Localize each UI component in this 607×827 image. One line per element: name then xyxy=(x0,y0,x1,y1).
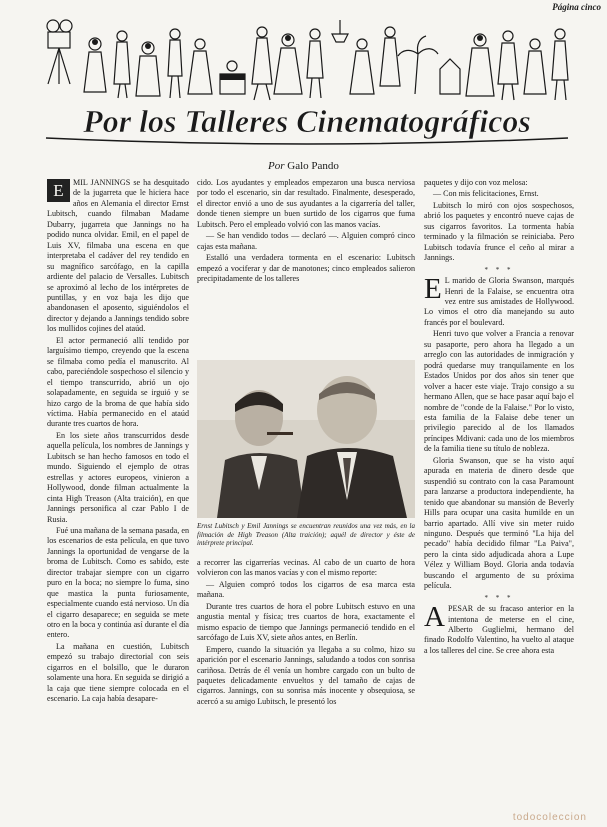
col3-paragraph-1: paquetes y dijo con voz melosa: xyxy=(424,178,528,187)
photo-lubitsch-jannings xyxy=(197,360,415,518)
col3-paragraph-2: — Con mis felicitaciones, Ernst. xyxy=(433,189,539,199)
page-title-lettering xyxy=(44,98,570,148)
cinema-banner-illustration xyxy=(40,14,580,104)
photo-illustration xyxy=(197,360,415,518)
page-number: Página cinco xyxy=(552,2,601,12)
byline-author: Galo Pando xyxy=(287,160,339,172)
dropcap-e2: E xyxy=(424,273,442,306)
byline xyxy=(0,160,607,172)
dropcap-a: A xyxy=(424,601,445,634)
photo-caption: Ernst Lubitsch y Emil Jannings se encuentran reunidos una vez más, en la filmación de High Treason (Alta traición); aquél de director y éste de intérprete principal. xyxy=(197,522,415,548)
dropcap-e: E xyxy=(47,179,70,202)
byline-por: Por xyxy=(268,160,285,172)
col1-first-line: MIL JANNINGS se ha xyxy=(73,178,151,187)
article-column-2-bottom xyxy=(197,558,415,708)
section-separator-2: * * * xyxy=(484,593,514,602)
col2-paragraph-5: — Alguien compró todos los cigarros de esa marca esta mañana. xyxy=(197,579,415,600)
col1-paragraph-1: desquitado de la jugarreta que le hiciera hace años en Alemania el director Ernst Lubitsch, cuando filmaban Madame Dubarry, jugarreta que Jannings no ha podido nunca olvidar. Emil, en el papel de Luis XV, filmaba una escena en que interpretaba el cadáver del rey tendido en su magnífico sarcófago, en la capilla ardiente del palacio de Versalles. Lubitsch se aproximó al lecho de los intérpretes de puntillas, y en voz baja les dijo que abandonasen el aposento, siguiéndolos el director y dejando a Jannings tendido sobre los mullidos cojines del ataúd. xyxy=(47,178,189,334)
col1-paragraph-2: El actor permaneció allí tendido por larguísimo tiempo, creyendo que la escena se filmaba como pedía el manuscrito. Al cabo, pareciéndole sospechoso el silencio y el tiempo transcurrido, abrió un ojo solapadamente, en seguida se irguió y se hizo cargo de la broma de que había sido víctima. Había permanecido en el ataúd durante tres cuartos de hora. xyxy=(47,335,189,429)
col1-paragraph-4: Fué una mañana de la semana pasada, en los escenarios de esta película, en que tuvo Jannings la oportunidad de vengarse de la broma de Lubitsch. Como es sabido, este director trabajar siempre con un cigarro puro en la boca; no siempre lo fuma, sino que mastica la punta furiosamente, especialmente cuando está nervioso. Un día el cigarro desaparece; en seguida se mete otro en la boca y continúa así durante el día entero. xyxy=(47,525,189,640)
article-column-1 xyxy=(47,178,189,706)
col1-paragraph-5: La mañana en cuestión, Lubitsch empezó su trabajo directorial con seis cigarros en el bolsillo, que le duraron solamente una hora. En seguida se dirigió a la caja que tiene siempre colocada en el escenario. La caja había desapare- xyxy=(47,641,189,704)
col2-paragraph-2: — Se han vendido todos — declaró —. Alguien compró cinco cajas esta mañana. xyxy=(197,231,415,251)
section-separator-1: * * * xyxy=(484,265,514,274)
col2-paragraph-6: Durante tres cuartos de hora el pobre Lubitsch estuvo en una angustia mental y física; tres cuartos de hora, exactamente el mismo espacio de tiempo que Jannings permaneció tendido en el sarcófago de Luis XV, siete años antes, en Berlín. xyxy=(197,601,415,643)
col3-paragraph-5: Henri tuvo que volver a Francia a renovar su pasaporte, pero ahora ha llegado a un arreglo con las autoridades de inmigración y podrá quedarse muy tranquilamente en los Estados Unidos por dos años sin tener que volver a hacer este viaje. Trajo consigo a su hermano Allen, que se hace pasar aquí bajo el nombre de "conde de la Falaise." Por lo visto, esta familia de la Falaise debe tener un privilegio parecido al de los llamados príncipes Mdivani: cada uno de los miembros de la familia tiene su título de nobleza. xyxy=(424,329,574,454)
col1-paragraph-3: En los siete años transcurridos desde aquella película, los nombres de Jannings y Lubitsch se han hecho famosos en todo el mundo. Siguiendo el ejemplo de otras estrellas y actores europeos, vinieron a Hollywood, donde filman actualmente la cinta High Treason (Alta traición), en que Jannings personifica al czar Pablo I de Rusia. xyxy=(47,430,189,524)
col3-paragraph-7: PESAR de su fracaso anterior en la intentona de meterse en el cine, Alberto Guglielmi, hermano del finado Rodolfo Valentino, ha vuelto al ataque a los talleres del cine. Se cree ahora esta xyxy=(424,604,574,655)
article-column-2-top xyxy=(197,178,415,286)
col2-paragraph-4: a recorrer las cigarrerías vecinas. Al cabo de un cuarto de hora volvieron con las manos vacías y con el mismo reporte: xyxy=(197,558,415,578)
col3-paragraph-6: Gloria Swanson, que se ha visto aquí apurada en materia de dinero desde que suspendió su contrato con la casa Paramount para lanzarse a productora independiente, ha tenido que abandonar su mansión de Beverly Hills para ocupar una casita humilde en un barrio apartado. Allí vive sin meter ruido ninguno. Después que terminó "La hija del pecado" había decidido filmar "La Paiva", pero la cinta sido adjudicada ahora a Lupe Vélez y William Boyd. Gloria anda todavía buscando el argumento de su próxima película. xyxy=(424,455,574,591)
col2-paragraph-7: Empero, cuando la situación ya llegaba a su colmo, hizo su aparición por el escenario Jannings, saludando a todos con sonrisa cariñosa. Detrás de él venía un hombre cargado con un bulto de paquetes delicadamente envueltos y del tamaño de cajas de cigarros. Jannings, con su sonrisa más inocente y obsequiosa, se acercó a su amigo Lubitsch, le presentó los xyxy=(197,644,415,706)
page-title: Por los Talleres Cinematográficos xyxy=(83,103,531,139)
col2-paragraph-3: Estalló una verdadera tormenta en el escenario: Lubitsch empezó a vociferar y dar de manotones; cinco empleados salieron precipitadamente de los talleres xyxy=(197,253,415,284)
col2-paragraph-1: cido. Los ayudantes y empleados empezaron una busca nerviosa por todo el escenario, sin dar resultado. Finalmente, desesperado, el director envió a uno de sus ayudantes a la cigarrería del taller, donde tienen siempre un buen surtido de los cigarros que fuma Lubitsch. Pero el empleado volvió con las manos vacías. xyxy=(197,178,415,229)
article-column-3 xyxy=(424,178,574,657)
col3-paragraph-3: Lubitsch lo miró con ojos sospechosos, abrió los paquetes y encontró nueve cajas de sus cigarros favoritos. La tormenta había terminado y la filmación se reiniciaba. Pero Lubitsch todavía frunce el ceño al mirar a Jannings. xyxy=(424,200,574,263)
col3-paragraph-4: L marido de Gloria Swanson, marqués Henri de la Falaise, se encuentra otra vez entre sus amistades de Hollywood. Lo vimos el otro día manejando su auto francés por el boulevard. xyxy=(424,276,574,327)
watermark-text: todocoleccion xyxy=(512,812,587,823)
